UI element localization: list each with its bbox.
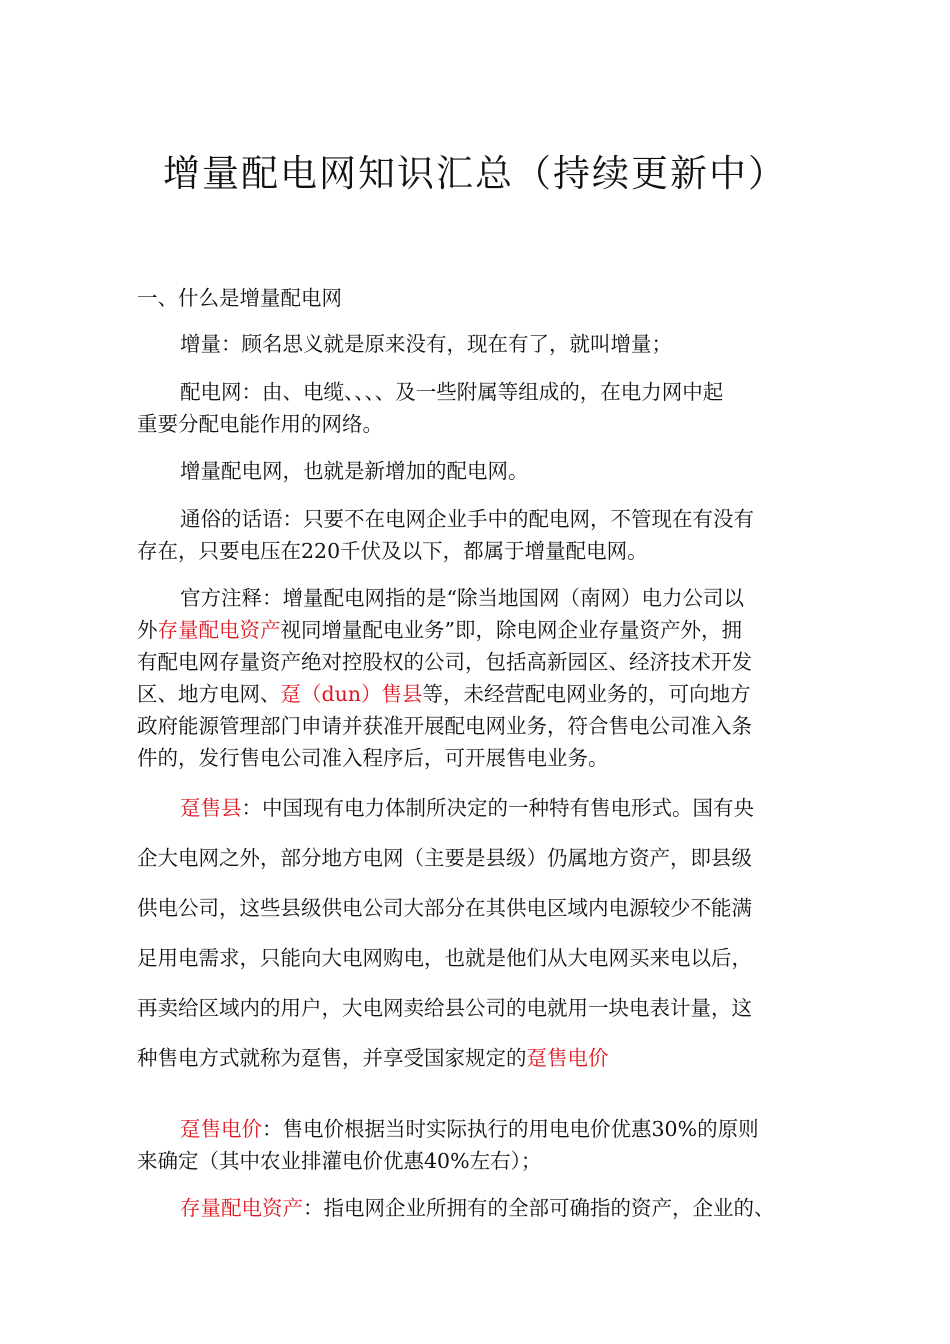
paragraph-tongsu-line2: 存在，只要电压在220千伏及以下，都属于增量配电网。	[137, 539, 648, 563]
highlight-term: 趸售县	[180, 796, 242, 820]
paragraph-guanfang-line5: 政府能源管理部门申请并获准开展配电网业务，符合售电公司准入条	[137, 714, 752, 738]
highlight-term: 存量配电资产	[157, 618, 281, 642]
paragraph-guanfang-line4	[137, 678, 827, 710]
paragraph-tongsu-line1: 通俗的话语：只要不在电网企业手中的配电网，不管现在有没有	[180, 507, 754, 531]
paragraph-zengliang: 增量：顾名思义就是原来没有，现在有了，就叫增量；	[180, 332, 672, 356]
paragraph-dunshoudianjia-line2: 来确定（其中农业排灌电价优惠40%左右）；	[137, 1149, 542, 1173]
highlight-term: 趸售电价	[526, 1046, 609, 1070]
page-title: 增量配电网知识汇总（持续更新中）	[163, 152, 787, 195]
text-span: ：中国现有电力体制所决定的一种特有售电形式。国有央	[241, 796, 754, 820]
paragraph-dunshouxian-line2: 企大电网之外，部分地方电网（主要是县级）仍属地方资产，即县级	[137, 846, 752, 870]
text-span: ：指电网企业所拥有的全部可确指的资产，企业的、	[303, 1196, 775, 1220]
section-heading: 一、什么是增量配电网	[137, 286, 342, 310]
paragraph-dunshouxian-line3: 供电公司，这些县级供电公司大部分在其供电区域内电源较少不能满	[137, 896, 752, 920]
paragraph-dunshouxian-line5: 再卖给区域内的用户，大电网卖给县公司的电就用一块电表计量，这	[137, 996, 752, 1020]
paragraph-cunliang-line1	[180, 1192, 870, 1224]
text-span: ：售电价根据当时实际执行的用电电价优惠30%的原则	[262, 1117, 759, 1141]
paragraph-guanfang-line6: 件的，发行售电公司准入程序后，可开展售电业务。	[137, 746, 609, 770]
paragraph-guanfang-line1: 官方注释：增量配电网指的是“除当地国网（南网）电力公司以	[180, 586, 744, 610]
text-span: 视同增量配电业务”即，除电网企业存量资产外，拥	[280, 618, 742, 642]
paragraph-guanfang-line2	[137, 614, 827, 646]
paragraph-dunshouxian-line1	[180, 792, 870, 824]
paragraph-dunshouxian-line4: 足用电需求，只能向大电网购电，也就是他们从大电网买来电以后，	[137, 946, 752, 970]
text-span: 等，未经营配电网业务的，可向地方	[422, 682, 751, 706]
paragraph-peidianwang-line2: 重要分配电能作用的网络。	[137, 412, 383, 436]
text-span: 区、地方电网、	[137, 682, 281, 706]
paragraph-dunshouxian-line6	[137, 1042, 827, 1074]
paragraph-dunshoudianjia-line1	[180, 1113, 870, 1145]
paragraph-peidianwang-line1: 配电网：由、电缆、、、、及一些附属等组成的，在电力网中起	[180, 380, 724, 404]
highlight-term: 趸售电价	[180, 1117, 262, 1141]
highlight-term: 存量配电资产	[180, 1196, 303, 1220]
paragraph-guanfang-line3: 有配电网存量资产绝对控股权的公司，包括高新园区、经济技术开发	[137, 650, 752, 674]
text-span: 种售电方式就称为趸售，并享受国家规定的	[137, 1046, 527, 1070]
text-span: 外	[137, 618, 158, 642]
highlight-term: 趸（dun）售县	[280, 682, 423, 706]
paragraph-zengliang-peidianwang: 增量配电网，也就是新增加的配电网。	[180, 459, 529, 483]
